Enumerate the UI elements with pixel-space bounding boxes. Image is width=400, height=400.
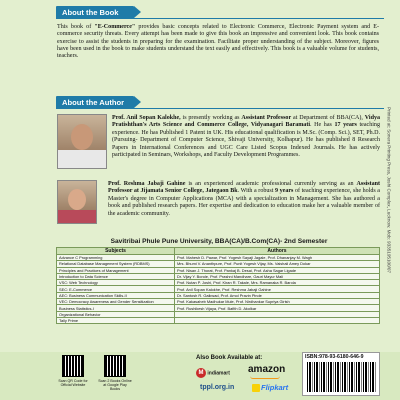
table-row: Organizational Behavior	[57, 311, 380, 317]
author1-bio: Prof. Anil Sopan Kalokhe, is presently working as Assistant Professor at Department of BBA(CA), Vidya Pratishthan's Arts Science and Commerce College, Vidyanagari Baramati. He has 17 years teaching experience. He has Published 1 Patent in UK. His educational qualification is M.Sc. (Comp. Sci.), SET, Ph.D. (Pursuing- Department of Computer Science, Shivaji University, Kolhapur). He has published 8 Research Papers in International Conferences and UGC Care Listed Scopus Indexed Journals. He has actively participated in Seminars, Workshops, and Faculty Development Programmes.	[112, 115, 381, 159]
table-row: Tally Prime	[57, 317, 380, 323]
qr2-label: Scan 2 Books Online at Google Play Books	[98, 379, 132, 391]
university-line: Savitribai Phule Pune University, BBA(CA)/B.Com(CA)- 2nd Semester	[110, 238, 328, 245]
printer-info: Printed at: Sonera Printing Press, Joshi Complex, Lucknow. Mob: 9335195100/07	[386, 107, 392, 273]
flipkart-logo[interactable]: Flipkart	[252, 383, 288, 392]
section-divider	[56, 18, 384, 19]
book-title: "E-Commerce"	[94, 24, 136, 30]
table-row: Advance C Programming Prof. Mahesh D. Pawar, Prof. Yogesh Sayaji Jagale, Prof. Dhananjay M. Wagh	[57, 255, 380, 261]
isbn-barcode	[302, 352, 380, 396]
table-row: AEC: Business Communication Skills-II Dr. Santosh R. Gaikwad, Prof. Amol Pravin Pinde	[57, 292, 380, 298]
barcode-icon	[307, 362, 377, 392]
table-header-authors: Authors	[175, 248, 380, 255]
table-row: SEC: E-Commerce Prof. Anil Sopan Kalokhe, Prof. Reshma Jabaji Gahine	[57, 286, 380, 292]
also-available-label: Also Book Available at:	[196, 355, 263, 361]
author2-name: Prof. Reshma Jabaji Gahine	[108, 181, 186, 187]
tppl-site-link[interactable]: tppl.org.in	[200, 384, 235, 391]
table-row: Relational Database Management System (RDBMS) Mrs. Bhumi V. Ananthpure, Prof. Punit Yogesh Vijay, Ms. Vaishali Amey Dokar	[57, 261, 380, 267]
qr-code-playbooks-icon[interactable]	[104, 355, 126, 377]
qr1-label: Scan QR Code for Official Website	[58, 379, 88, 387]
about-author-heading: About the Author	[56, 96, 134, 109]
about-book-text: This book of "E-Commerce" provides basic concepts related to Electronic Commerce, Electronic Payment system and E-commerce security threats. Every attempt has been made to give this book an impressive and convenient look. This book contains exercise to assist the students in preparing for the examination. Facilitate proper understanding of the subject. Moreover, figures have been used in the book to make students understand the text easily and effectively. This book is a valuable volume for students, teachers.	[57, 24, 380, 60]
amazon-logo[interactable]: amazon	[248, 364, 285, 375]
section-divider	[56, 108, 384, 109]
author1-name: Prof. Anil Sopan Kalokhe,	[112, 115, 181, 121]
table-row: Business Statistics-I Prof. Rushikesh Vijaya, Prof. Bafith D. Akolkar	[57, 305, 380, 311]
author2-bio: Prof. Reshma Jabaji Gahine is an experienced academic professional currently serving as an Assistant Professor at Jijamata Senior College, Jategaon Bk. With a robust 9 years of teaching experience, she holds a Master's degree in Computer Applications (MCA) with a specialization in Management. She has authored a book and published research papers. Her expertise and dedication to education make her a valuable member of the academic community.	[108, 181, 380, 217]
about-book-heading: About the Book	[56, 6, 134, 19]
table-row: VEC: Democracy Awareness and Gender Sensitization Prof. Kakasaheb Madhukar Mule, Prof. Nirdhankar Supriya Girish	[57, 299, 380, 305]
table-header-subjects: Subjects	[57, 248, 175, 255]
author2-photo	[57, 180, 97, 224]
table-row: Introduction to Data Science Dr. Vijay Y. Borole, Prof. Prashni Mandhare, Gauri Mayur Mali	[57, 273, 380, 279]
author1-photo	[57, 114, 107, 169]
subjects-table	[56, 247, 380, 324]
isbn-number: ISBN:978-93-6180-646-9	[305, 354, 364, 360]
table-row: VSC: Web Technology Prof. Nutan P. Joshi, Prof. Kiran R. Takale, Mrs. Ramanaka R. Barola	[57, 280, 380, 286]
qr-code-website-icon[interactable]	[62, 355, 84, 377]
table-row: Principles and Practices of Management Prof. Nisan J. Thorat, Prof. Pankaj B. Desai, Prof. Asha Sagar Ligade	[57, 267, 380, 273]
indiamart-logo[interactable]: M indiamart	[196, 368, 230, 378]
